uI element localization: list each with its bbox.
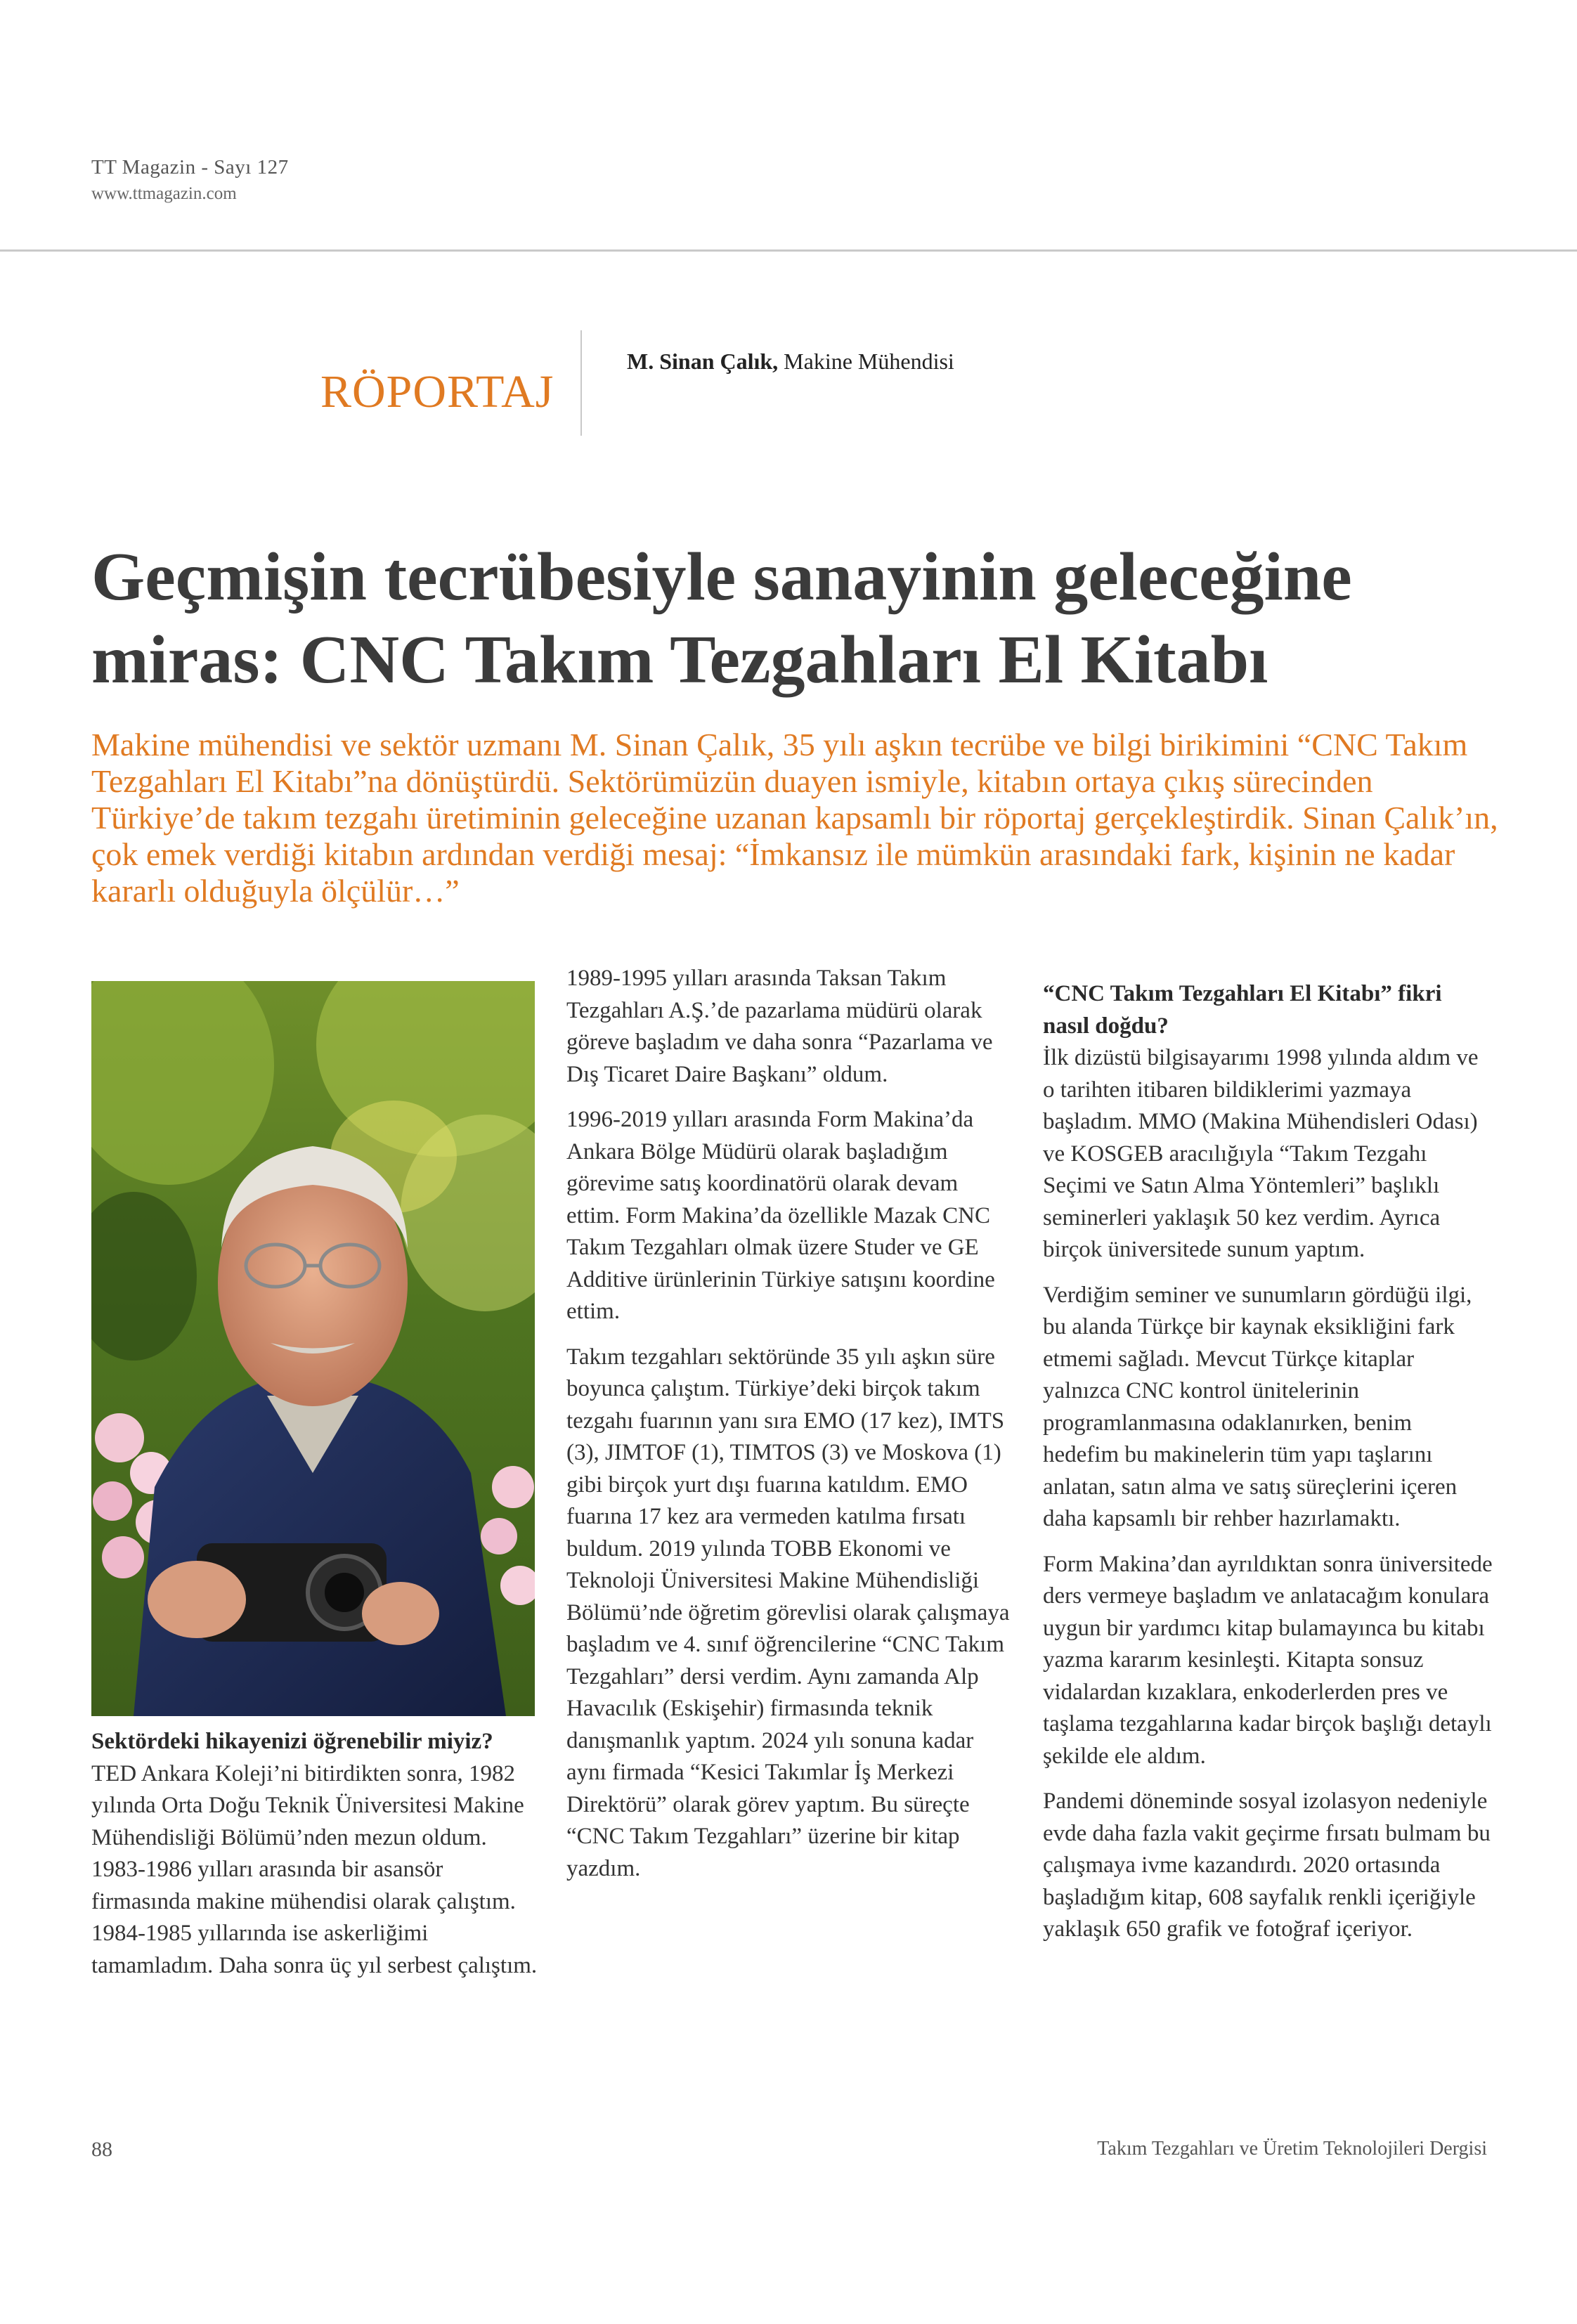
article-column-2 bbox=[566, 963, 1013, 1898]
article-title bbox=[91, 535, 1504, 701]
author-name: M. Sinan Çalık, bbox=[627, 349, 779, 374]
header-divider bbox=[0, 249, 1577, 252]
article-lead: Makine mühendisi ve sektör uzmanı M. Sinan Çalık, 35 yılı aşkın tecrübe ve bilgi birikimini “CNC Takım Tezgahları El Kitabı”na dönüştürdü. Sektörümüzün duayen ismiyle, kitabın ortaya çıkış sürecinden Türkiye’de takım tezgahı üretiminin geleceğine uzanan kapsamlı bir röportaj gerçekleştirdik. Sinan Çalık’ın, çok emek verdiği kitabın ardından verdiği mesaj: “İmkansız ile mümkün arasındaki fark, kişinin ne kadar kararlı olduğuyla ölçülür…” bbox=[91, 727, 1498, 909]
magazine-website[interactable]: www.ttmagazin.com bbox=[91, 184, 237, 203]
column-3-paragraph-2: Verdiğim seminer ve sunumların gördüğü ilgi, bu alanda Türkçe bir kaynak eksikliğini fark etmemi sağladı. Mevcut Türkçe kitaplar yalnızca CNC kontrol ünitelerinin programlanmasına odaklanırken, benim hedefim bu makinelerin tüm yapı taşlarını anlatan, satın alma ve satış süreçlerini içeren daha kapsamlı bir rehber hazırlamaktı. bbox=[1043, 1282, 1472, 1531]
article-title-line-2: miras: CNC Takım Tezgahları El Kitabı bbox=[91, 622, 1268, 698]
column-2-paragraph-1: 1989-1995 yılları arasında Taksan Takım Tezgahları A.Ş.’de pazarlama müdürü olarak göreve başladım ve daha sonra “Pazarlama ve Dış Ticaret Daire Başkanı” oldum. bbox=[566, 966, 993, 1087]
article-column-3 bbox=[1043, 978, 1493, 1959]
column-3-paragraph-3: Form Makina’dan ayrıldıktan sonra üniversitede ders vermeye başladım ve anlatacağım konulara uygun bir yardımcı kitap bulamayınca bu kitabı yazma kararım kesinleşti. Kitapta sonsuz vidalardan kızaklara, enkoderlerden pres ve taşlama tezgahlarına kadar birçok başlığı detaylı şekilde ele aldım. bbox=[1043, 1551, 1493, 1769]
page-number: 88 bbox=[91, 2138, 112, 2161]
publication-title: Takım Tezgahları ve Üretim Teknolojileri Dergisi bbox=[1097, 2138, 1487, 2160]
author-role: Makine Mühendisi bbox=[778, 349, 954, 374]
column-2-paragraph-3: Takım tezgahları sektöründe 35 yılı aşkın süre boyunca çalıştım. Türkiye’deki birçok takım tezgahı fuarının yanı sıra EMO (17 kez), IMTS (3), JIMTOF (1), TIMTOS (3) ve Moskova (1) gibi birçok yurt dışı fuarına katıldım. EMO fuarına 17 kez ara vermeden katılma fırsatı buldum. 2019 yılında TOBB Ekonomi ve Teknoloji Üniversitesi Makine Mühendisliği Bölümü’nde öğretim görevlisi olarak çalışmaya başladım ve 4. sınıf öğrencilerine “CNC Takım Tezgahları” dersi verdim. Aynı zamanda Alp Havacılık (Eskişehir) firmasında teknik danışmanlık yaptım. 2024 yılı sonuna kadar aynı firmada “Kesici Takımlar İş Merkezi Direktörü” olarak görev yaptım. Bu süreçte “CNC Takım Tezgahları” üzerine bir kitap yazdım. bbox=[566, 1344, 1010, 1881]
magazine-issue: TT Magazin - Sayı 127 bbox=[91, 156, 289, 178]
section-divider bbox=[580, 330, 582, 436]
column-1-paragraph-1: TED Ankara Koleji’ni bitirdikten sonra, 1982 yılında Orta Doğu Teknik Üniversitesi Makine Mühendisliği Bölümü’nden mezun oldum. 1983-1986 yılları arasında bir asansör firmasında makine mühendisi olarak çalıştım. 1984-1985 yıllarında ise askerliğimi tamamladım. Daha sonra üç yıl serbest çalıştım. bbox=[91, 1760, 538, 1978]
interview-question-2: “CNC Takım Tezgahları El Kitabı” fikri nasıl doğdu? bbox=[1043, 981, 1442, 1039]
interview-question-1: Sektördeki hikayenizi öğrenebilir miyiz? bbox=[91, 1729, 493, 1754]
article-column-1 bbox=[91, 1726, 538, 1995]
author-byline bbox=[627, 349, 954, 375]
column-2-paragraph-2: 1996-2019 yılları arasında Form Makina’da Ankara Bölge Müdürü olarak başladığım görevime satış koordinatörü olarak devam ettim. Form Makina’da özellikle Mazak CNC Takım Tezgahları olmak üzere Studer ve GE Additive ürünlerinin Türkiye satışını koordine ettim. bbox=[566, 1107, 995, 1324]
column-3-paragraph-4: Pandemi döneminde sosyal izolasyon nedeniyle evde daha fazla vakit geçirme fırsatı bulmam bu çalışmaya ivme kazandırdı. 2020 ortasında başladığım kitap, 608 sayfalık renkli içeriğiyle yaklaşık 650 grafik ve fotoğraf içeriyor. bbox=[1043, 1789, 1491, 1942]
article-title-line-1: Geçmişin tecrübesiyle sanayinin geleceğine bbox=[91, 539, 1352, 615]
section-label: RÖPORTAJ bbox=[320, 366, 554, 417]
column-3-paragraph-1: İlk dizüstü bilgisayarımı 1998 yılında aldım ve o tarihten itibaren bildiklerimi yazmaya başladım. MMO (Makina Mühendisleri Odası) ve KOSGEB aracılığıyla “Takım Tezgahı Seçimi ve Satın Alma Yöntemleri” başlıklı seminerleri yaklaşık 50 kez verdim. Ayrıca birçok üniversitede sunum yaptım. bbox=[1043, 1045, 1479, 1262]
interviewee-photo bbox=[91, 981, 535, 1716]
